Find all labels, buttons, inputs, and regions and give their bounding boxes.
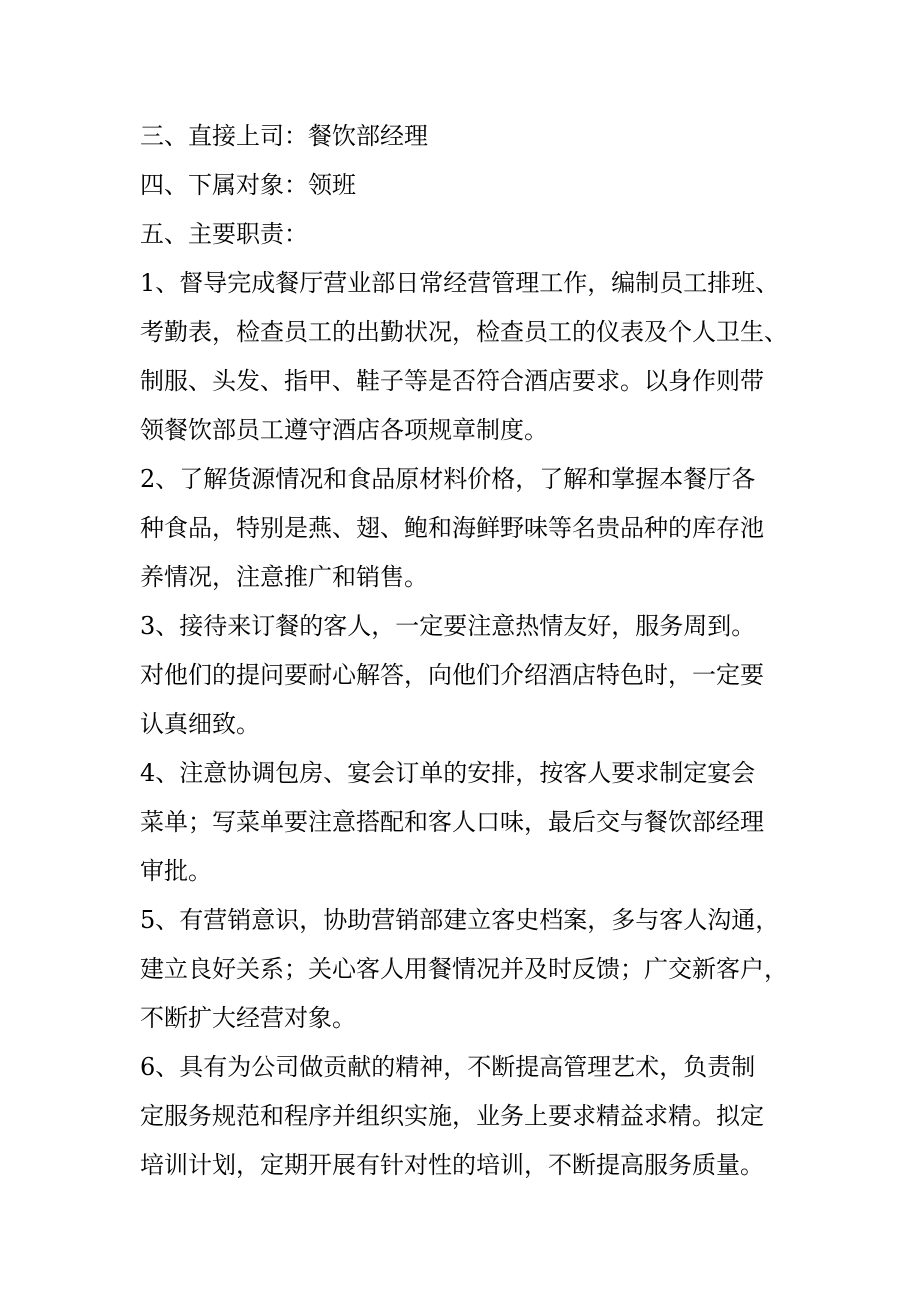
duty-4-line-1: 4、注意协调包房、宴会订单的安排，按客人要求制定宴会 <box>140 759 756 787</box>
duty-1-line-3: 制服、头发、指甲、鞋子等是否符合酒店要求。以身作则带 <box>140 367 764 395</box>
duty-1-line-1: 1、督导完成餐厅营业部日常经营管理工作，编制员工排班、 <box>140 269 780 297</box>
duty-4-line-2: 菜单；写菜单要注意搭配和客人口味，最后交与餐饮部经理 <box>140 808 764 836</box>
document-body <box>140 112 840 1190</box>
duty-6-line-3: 培训计划，定期开展有针对性的培训，不断提高服务质量。 <box>140 1151 764 1179</box>
line-supervisor: 三、直接上司：餐饮部经理 <box>140 122 428 150</box>
duty-3-line-2: 对他们的提问要耐心解答，向他们介绍酒店特色时，一定要 <box>140 661 764 689</box>
duty-6-line-2: 定服务规范和程序并组织实施，业务上要求精益求精。拟定 <box>140 1102 764 1130</box>
duty-6-line-1: 6、具有为公司做贡献的精神，不断提高管理艺术，负责制 <box>140 1053 756 1081</box>
duty-1-line-2: 考勤表，检查员工的出勤状况，检查员工的仪表及个人卫生、 <box>140 318 788 346</box>
duty-5-line-2: 建立良好关系；关心客人用餐情况并及时反馈；广交新客户， <box>140 955 788 983</box>
duty-2-line-3: 养情况，注意推广和销售。 <box>140 563 428 591</box>
duty-3-line-3: 认真细致。 <box>140 710 260 738</box>
duty-4-line-3: 审批。 <box>140 857 212 885</box>
line-subordinates: 四、下属对象：领班 <box>140 171 356 199</box>
line-duties-heading: 五、主要职责： <box>140 220 308 248</box>
duty-5-line-3: 不断扩大经营对象。 <box>140 1004 356 1032</box>
duty-3-line-1: 3、接待来订餐的客人，一定要注意热情友好，服务周到。 <box>140 612 756 640</box>
duty-5-line-1: 5、有营销意识，协助营销部建立客史档案，多与客人沟通， <box>140 906 780 934</box>
duty-2-line-2: 种食品，特别是燕、翅、鲍和海鲜野味等名贵品种的库存池 <box>140 514 764 542</box>
duty-2-line-1: 2、了解货源情况和食品原材料价格，了解和掌握本餐厅各 <box>140 465 756 493</box>
duty-1-line-4: 领餐饮部员工遵守酒店各项规章制度。 <box>140 416 548 444</box>
